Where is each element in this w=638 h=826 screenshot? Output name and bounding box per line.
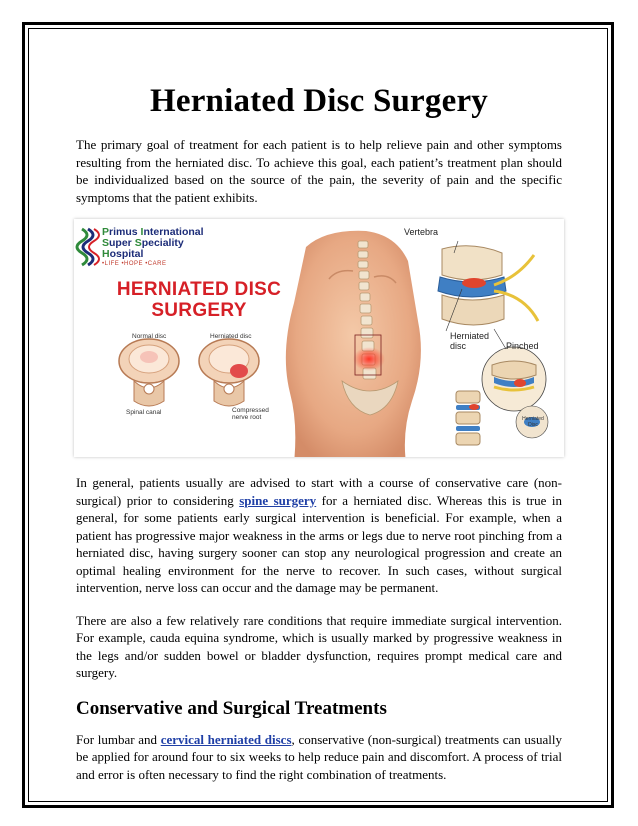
logo-tagline: •LIFE •HOPE •CARE xyxy=(102,261,167,267)
label-compressed-nerve-root: Compressed nerve root xyxy=(232,407,269,421)
illustration-banner: HERNIATED DISC SURGERY xyxy=(116,279,282,321)
label-herniated-disc-tiny: Herniated Disc xyxy=(522,416,544,428)
logo-line-1: Primus International xyxy=(102,226,204,238)
label-normal-disc: Normal disc xyxy=(132,333,167,340)
hospital-logo-ribbon xyxy=(77,229,99,265)
cervical-herniated-discs-link[interactable]: cervical herniated discs xyxy=(160,731,292,747)
logo-line-2: Super Speciality xyxy=(102,237,184,249)
rare-conditions-paragraph: There are also a few relatively rare conditions that require immediate surgical intervention. For example, cauda equina syndrome, which is usually marked by progressive weakness in the legs and/or sudden bowel or bladder dysfunction, requires prompt medical care and surgery. xyxy=(76,612,562,680)
hospital-logo xyxy=(102,227,242,267)
label-herniated-disc-small: Herniated disc xyxy=(210,333,252,340)
conservative-care-paragraph: In general, patients usually are advised to start with a course of conservative care (non-surgical) prior to considering spine surgery for a herniated disc. Whereas this is true in general, for some patients early surgical intervention is beneficial. For example, when a patient has progressive major weakness in the arms or legs due to nerve root pinching from a herniated disc, having surgery sooner can stop any neurological progression and create an optimal healing environment for the nerve to recover. In such cases, without surgical intervention, nerve loss can occur and the damage may be permanent. xyxy=(76,475,562,595)
spine-surgery-link[interactable]: spine surgery xyxy=(239,492,317,508)
logo-line-3: Hospital xyxy=(102,248,144,260)
intro-paragraph: The primary goal of treatment for each patient is to help relieve pain and other symptoms resulting from the herniated disc. To achieve this goal, each patient’s treatment plan should be individualized based on the source of the pain, the severity of pain and the specific symptoms that the patient exhibits. xyxy=(76,137,562,205)
label-pinched: Pinched xyxy=(506,341,539,351)
treatments-paragraph: For lumbar and cervical herniated discs, conservative (non-surgical) treatments can usually be applied for around four to six weeks to help reduce pain and discomfort. A process of trial and error is often necessary to find the right combination of treatments. xyxy=(76,731,562,782)
page-title: Herniated Disc Surgery xyxy=(149,83,488,119)
document-body xyxy=(76,82,562,783)
label-herniated-disc: Herniated disc xyxy=(450,331,490,351)
back-torso-figure xyxy=(286,231,421,457)
herniated-disc-illustration xyxy=(74,219,564,457)
herniated-disc-diagram xyxy=(199,339,259,406)
section-heading-treatments: Conservative and Surgical Treatments xyxy=(76,697,387,719)
vertebra-closeup xyxy=(438,241,538,331)
label-spinal-canal: Spinal canal xyxy=(126,409,162,416)
normal-disc-diagram xyxy=(119,339,179,406)
label-vertebra: Vertebra xyxy=(404,227,439,237)
